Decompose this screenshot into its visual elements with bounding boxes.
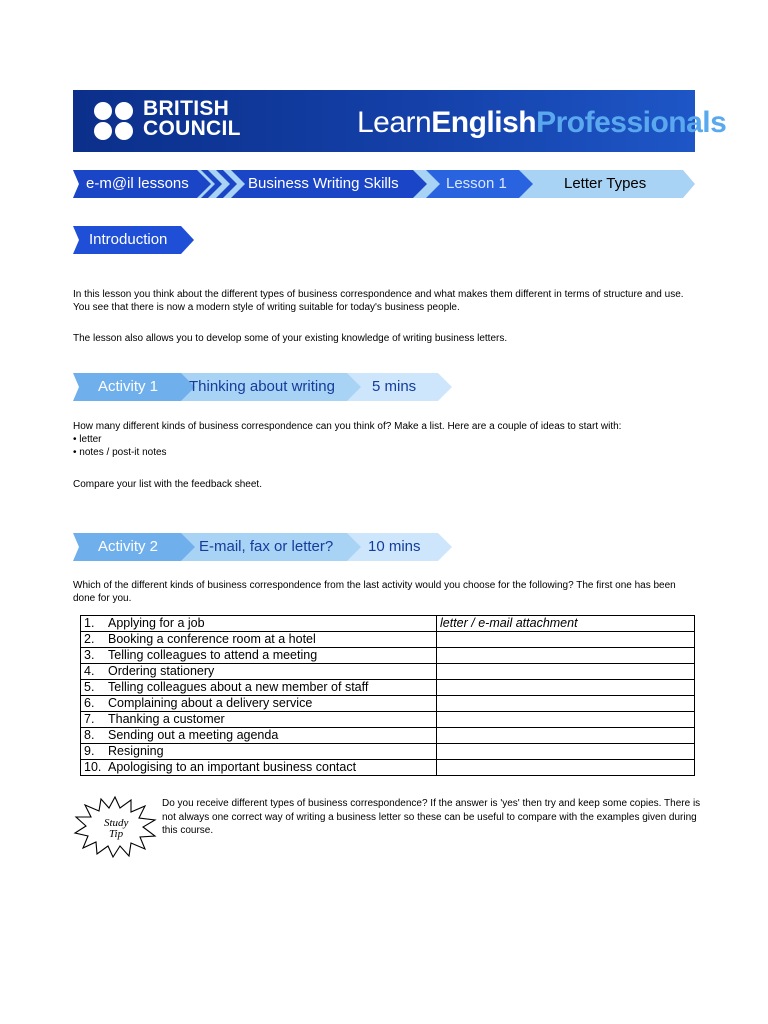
brand-line-1: BRITISH: [143, 97, 230, 120]
activity-1-instruction: [73, 420, 698, 459]
task-text: Booking a conference room at a hotel: [108, 632, 316, 646]
table-row: [81, 616, 695, 632]
british-council-logo-icon: [93, 101, 135, 141]
answer-cell[interactable]: [437, 632, 695, 648]
breadcrumb-item-lesson[interactable]: Lesson 1: [446, 175, 507, 192]
task-number: 4.: [84, 664, 95, 678]
task-number: 3.: [84, 648, 95, 662]
task-text: Telling colleagues to attend a meeting: [108, 648, 318, 662]
brand-line-2: COUNCIL: [143, 117, 241, 140]
list-item: • notes / post-it notes: [73, 447, 167, 458]
breadcrumb-item-business-writing[interactable]: Business Writing Skills: [248, 175, 399, 192]
product-logo-part1: Learn: [357, 106, 432, 139]
task-cell: [81, 760, 437, 776]
study-tip-text: Do you receive different types of business correspondence? If the answer is 'yes' then try and keep some copies. There is not always one correct way of writing a business letter so these can be useful to compare with the examples given during this course.: [162, 798, 701, 836]
answer-cell[interactable]: [437, 744, 695, 760]
activity-2-title: E-mail, fax or letter?: [199, 538, 334, 555]
study-tip-label-2: Tip: [109, 828, 124, 840]
list-item: • letter: [73, 434, 102, 445]
activity-1-label: Activity 1: [98, 378, 159, 395]
answer-cell[interactable]: [437, 712, 695, 728]
task-text: Telling colleagues about a new member of staff: [108, 680, 369, 694]
answer-cell[interactable]: [437, 648, 695, 664]
activity-2-label: Activity 2: [98, 538, 159, 555]
task-cell: [81, 728, 437, 744]
product-logo-part2: English: [431, 106, 537, 139]
table-row: [81, 728, 695, 744]
task-text: Apologising to an important business contact: [108, 760, 357, 774]
answer-cell[interactable]: [437, 760, 695, 776]
breadcrumb: [73, 170, 695, 198]
answer-cell[interactable]: [437, 728, 695, 744]
answer-cell[interactable]: [437, 680, 695, 696]
product-logo: [357, 106, 726, 140]
table-row: [81, 680, 695, 696]
activity-1-followup: Compare your list with the feedback sheet.: [73, 479, 262, 490]
task-cell: [81, 680, 437, 696]
activity-1-title: Thinking about writing: [189, 378, 335, 395]
task-number: 10.: [84, 760, 102, 774]
table-row: [81, 760, 695, 776]
task-number: 1.: [84, 616, 95, 630]
intro-paragraph-2: The lesson also allows you to develop some of your existing knowledge of writing business letters.: [73, 333, 508, 344]
study-tip-label-1: Study: [104, 817, 129, 829]
brand-name: [143, 99, 241, 139]
table-row: [81, 712, 695, 728]
task-cell: [81, 744, 437, 760]
task-text: Applying for a job: [108, 616, 205, 630]
activity-2-instruction: Which of the different kinds of business correspondence from the last activity would you choose for the following? The first one has been done for you.: [73, 580, 676, 604]
correspondence-table: [80, 615, 695, 776]
task-number: 6.: [84, 696, 95, 710]
task-cell: [81, 696, 437, 712]
product-logo-part3: Professionals: [536, 106, 727, 139]
task-text: Complaining about a delivery service: [108, 696, 313, 710]
breadcrumb-item-email-lessons[interactable]: e-m@il lessons: [86, 175, 189, 192]
table-row: [81, 664, 695, 680]
answer-cell[interactable]: letter / e-mail attachment: [437, 616, 695, 632]
answer-cell[interactable]: [437, 664, 695, 680]
table-row: [81, 744, 695, 760]
table-row: [81, 696, 695, 712]
task-cell: [81, 616, 437, 632]
task-cell: [81, 648, 437, 664]
task-text: Resigning: [108, 744, 164, 758]
task-number: 8.: [84, 728, 95, 742]
breadcrumb-item-letter-types: Letter Types: [564, 175, 647, 192]
table-row: [81, 632, 695, 648]
task-number: 5.: [84, 680, 95, 694]
task-text: Ordering stationery: [108, 664, 215, 678]
header-banner: [73, 90, 727, 152]
activity-1-instruction-text: How many different kinds of business correspondence can you think of? Make a list. Here are a couple of ideas to start with:: [73, 421, 622, 432]
activity-1-time: 5 mins: [372, 378, 417, 395]
task-cell: [81, 712, 437, 728]
task-text: Thanking a customer: [108, 712, 225, 726]
table-row: [81, 648, 695, 664]
section-title: Introduction: [89, 231, 168, 248]
task-cell: [81, 664, 437, 680]
task-cell: [81, 632, 437, 648]
task-number: 7.: [84, 712, 95, 726]
task-text: Sending out a meeting agenda: [108, 728, 279, 742]
answer-cell[interactable]: [437, 696, 695, 712]
task-number: 9.: [84, 744, 95, 758]
task-number: 2.: [84, 632, 95, 646]
activity-2-time: 10 mins: [368, 538, 421, 555]
intro-paragraph-1: In this lesson you think about the different types of business correspondence and what makes them different in terms of structure and use. You see that there is now a modern style of writing suitable for today's business people.: [73, 289, 684, 313]
